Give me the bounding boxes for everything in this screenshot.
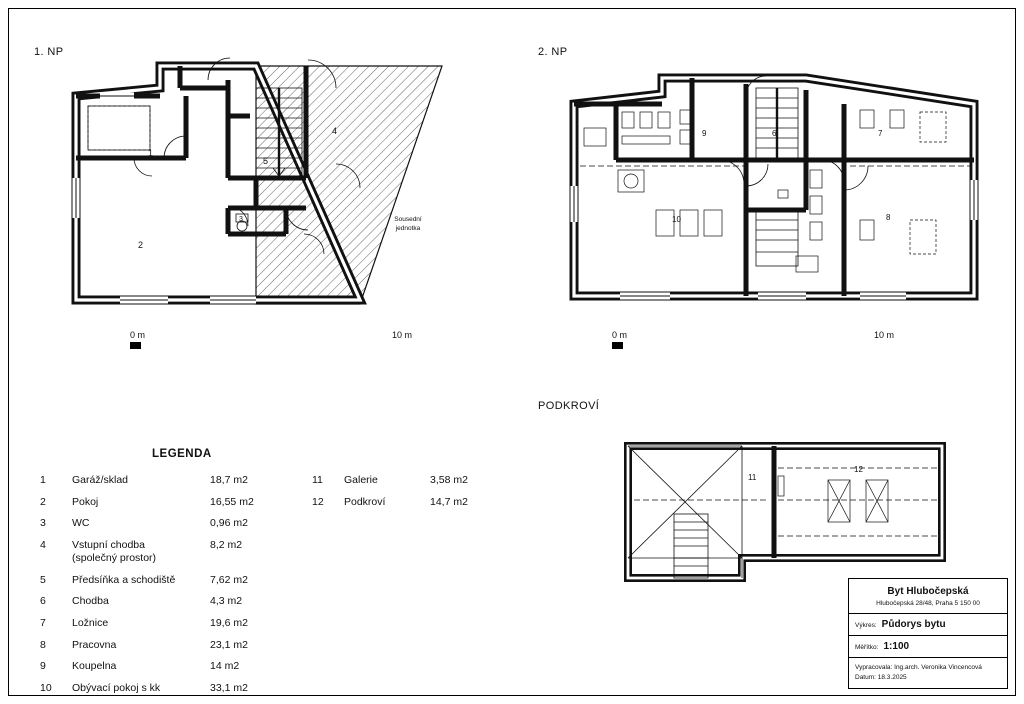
floorplan-2np [560, 70, 980, 320]
room-number-2: 2 [138, 240, 144, 250]
legend-item [40, 496, 312, 509]
title-block-project [849, 579, 1007, 614]
legend-item-number: 2 [40, 495, 46, 508]
drawing-label: Výkres: [855, 622, 877, 629]
staircase-2np [756, 88, 798, 266]
legend-item-name: Koupelna [72, 660, 117, 673]
legend-item-area: 14 m2 [210, 660, 240, 673]
legend-item-number: 4 [40, 538, 46, 551]
fixtures-attic [778, 476, 888, 522]
legend-item-number: 6 [40, 595, 46, 608]
floorplan-attic [566, 432, 966, 592]
legend-item-name: Galerie [344, 474, 378, 486]
windows-2np [574, 180, 974, 296]
room-number-1: 1 [148, 148, 154, 158]
legend-item-area: 23,1 m2 [210, 638, 248, 651]
legend-item-area: 7,62 m2 [210, 573, 248, 586]
title-block-drawing [849, 614, 1007, 636]
room-number-6: 6 [772, 129, 777, 138]
legend-item-name: Podkroví [344, 495, 386, 508]
legend-item-number: 3 [40, 517, 46, 530]
legend-item-name: Ložnice [72, 616, 109, 629]
fixtures [88, 106, 248, 231]
scale-value: 1:100 [883, 641, 910, 652]
legend-item [40, 595, 312, 608]
plan-title-2np: 2. NP [538, 46, 568, 58]
scale-bar-2np: 0 m 10 m [612, 330, 894, 352]
room-number-10: 10 [672, 215, 681, 224]
author-text: Vypracovala: Ing.arch. Veronika Vincencová [855, 664, 982, 671]
legend-item-name [72, 539, 210, 565]
legend-item-area: 14,7 m2 [430, 495, 468, 508]
legend-title: LEGENDA [152, 448, 212, 460]
legend-item-number: 5 [40, 573, 46, 586]
plan-title-attic: PODKROVÍ [538, 400, 600, 412]
neighbour-unit-label: Sousední jednotka [394, 216, 422, 232]
room-number-8: 8 [886, 213, 891, 222]
legend-item-name-line1: Vstupní chodba [72, 538, 145, 551]
date-text: Datum: 18.3.2025 [855, 673, 907, 681]
legend-item-area: 4,3 m2 [210, 595, 243, 608]
legend-item-name: WC [72, 517, 90, 530]
legend-item-area: 18,7 m2 [210, 474, 248, 486]
legend-item-number: 7 [40, 616, 46, 629]
room-number-12: 12 [854, 465, 863, 474]
legend-item-area: 19,6 m2 [210, 616, 248, 629]
plan-title-1np: 1. NP [34, 46, 64, 58]
legend-item-area: 8,2 m2 [210, 538, 243, 551]
room-number-3: 3 [239, 216, 243, 223]
staircase-attic [674, 514, 708, 578]
legend-item-number: 11 [312, 474, 323, 486]
legend-item-number: 1 [40, 474, 46, 486]
room-number-11: 11 [748, 473, 757, 482]
room-number-5: 5 [263, 156, 269, 166]
window-frames-2np [574, 180, 974, 296]
legend-item [40, 517, 312, 530]
legend-item-name: Obývací pokoj s kk [72, 681, 161, 694]
legend-column-right [312, 474, 480, 703]
legend-item [40, 474, 312, 487]
title-block-author [849, 658, 1007, 688]
drawing-value: Půdorys bytu [881, 619, 946, 630]
legend-item-name: Předsíňka a schodiště [72, 573, 176, 586]
title-block-scale [849, 636, 1007, 658]
legend-item-area: 3,58 m2 [430, 474, 468, 486]
legend-item-number: 8 [40, 638, 46, 651]
legend-item [40, 617, 312, 630]
legend-column-left [40, 474, 312, 703]
legend-item [40, 682, 312, 695]
legend-item [40, 539, 312, 565]
project-name: Byt Hlubočepská [887, 586, 969, 597]
legend-item-name: Pracovna [72, 638, 117, 651]
room-number-9: 9 [702, 129, 707, 138]
floorplan-1np [60, 58, 480, 328]
legend-item [312, 474, 480, 487]
legend-item-area: 0,96 m2 [210, 517, 248, 530]
title-block [848, 578, 1008, 689]
room-number-7: 7 [878, 129, 883, 138]
legend-item-number: 10 [40, 681, 52, 694]
legend-item [40, 639, 312, 652]
legend [40, 448, 480, 703]
legend-item-number: 9 [40, 660, 46, 673]
scale-label: Měřítko: [855, 644, 879, 651]
legend-item-name: Pokoj [72, 495, 99, 508]
legend-item-name: Garáž/sklad [72, 474, 129, 486]
room-number-4: 4 [332, 126, 338, 136]
legend-item-name: Chodba [72, 595, 109, 608]
legend-item-area: 16,55 m2 [210, 495, 254, 508]
legend-item [312, 496, 480, 509]
legend-item-area: 33,1 m2 [210, 681, 248, 694]
project-address: Hlubočepská 28/48, Praha 5 150 00 [876, 600, 980, 607]
legend-item-name-line2: (společný prostor) [72, 552, 157, 564]
attic-guides [634, 468, 940, 536]
legend-item-number: 12 [312, 495, 324, 508]
scale-bar-1np: 0 m 10 m [130, 330, 412, 352]
legend-item [40, 660, 312, 673]
legend-item [40, 574, 312, 587]
